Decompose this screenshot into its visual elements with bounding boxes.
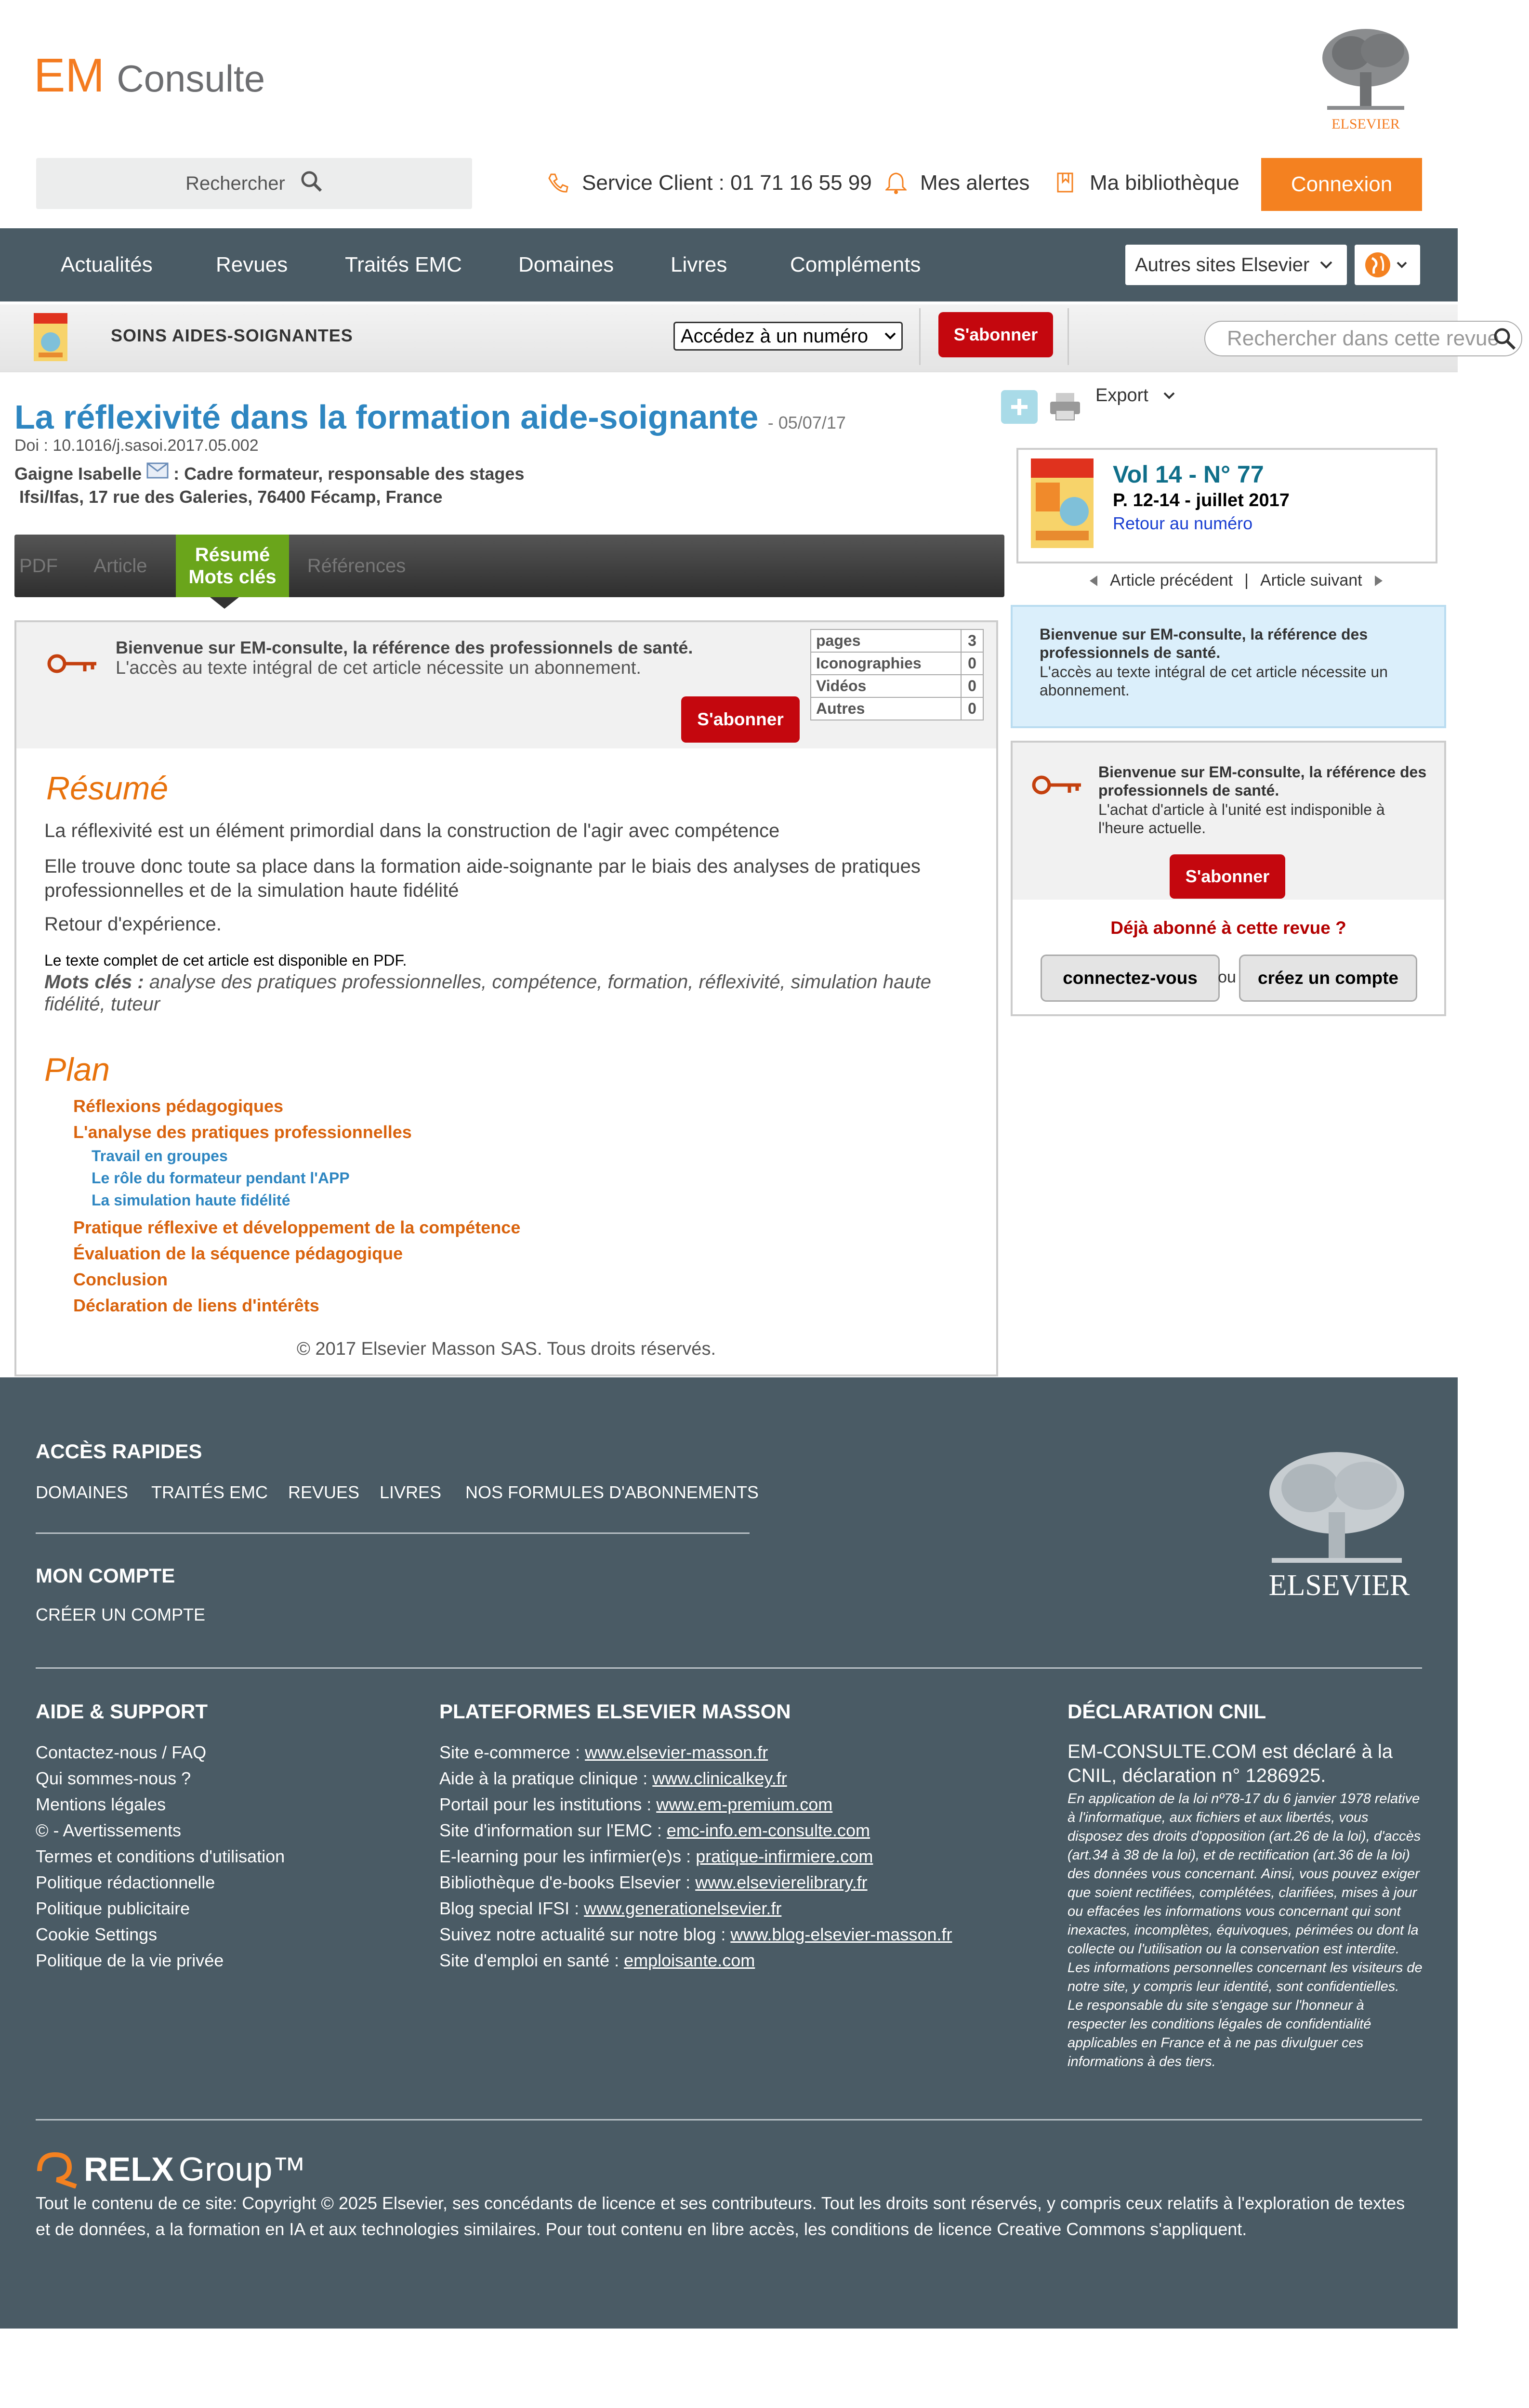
quick-access-heading: ACCÈS RAPIDES — [36, 1440, 202, 1463]
footer-divider — [36, 2119, 1422, 2120]
connect-button[interactable]: connectez-vous — [1041, 955, 1220, 1002]
elsevier-tree-icon — [1318, 24, 1414, 116]
article-date: - 05/07/17 — [767, 413, 846, 432]
footer-elsevier-wordmark: ELSEVIER — [1268, 1569, 1410, 1602]
author-name[interactable]: Gaigne Isabelle — [14, 464, 142, 484]
sidebar-subscribe-button[interactable]: S'abonner — [1170, 854, 1285, 899]
relx-group-wordmark: Group™ — [178, 2150, 306, 2188]
print-icon[interactable] — [1048, 391, 1082, 424]
email-icon[interactable] — [146, 462, 169, 479]
header-search-button[interactable] — [36, 158, 472, 209]
footer — [0, 1377, 1458, 2329]
stats-value: 0 — [961, 675, 983, 697]
tab-resume-mots-cles[interactable] — [176, 535, 289, 597]
issue-pages: P. 12-14 - juillet 2017 — [1113, 490, 1290, 510]
purchase-title: Bienvenue sur EM-consulte, la référence des professionnels de santé. — [1098, 763, 1427, 799]
platform-item — [439, 1846, 873, 1867]
elsevier-tree-icon — [1262, 1450, 1411, 1570]
purchase-text: L'achat d'article à l'unité est indisponible à l'heure actuelle. — [1098, 801, 1385, 837]
plus-icon — [1001, 390, 1038, 424]
footer-link-livres[interactable]: LIVRES — [380, 1482, 442, 1502]
service-client-text: Service Client : 01 71 16 55 99 — [582, 171, 872, 195]
article-copyright: © 2017 Elsevier Masson SAS. Tous droits réservés. — [296, 1339, 716, 1359]
article-doi[interactable]: Doi : 10.1016/j.sasoi.2017.05.002 — [14, 436, 259, 455]
keywords — [44, 971, 979, 1015]
relx-logo[interactable] — [36, 2150, 306, 2188]
platform-link[interactable]: emploisante.com — [624, 1950, 755, 1970]
stats-row — [811, 697, 983, 720]
nav-traites-emc[interactable]: Traités EMC — [345, 253, 462, 276]
resume-paragraph: Elle trouve donc toute sa place dans la formation aide-soignante par le biais des analyses de pratiques professionnelles et de la simulation haute fidélité — [44, 856, 921, 901]
plan-item[interactable]: L'analyse des pratiques professionnelles — [73, 1122, 412, 1142]
journal-search-input[interactable] — [1204, 321, 1522, 356]
footer-link-traites[interactable]: TRAITÉS EMC — [151, 1482, 268, 1502]
platform-item — [439, 1820, 870, 1841]
footer-link-revues[interactable]: REVUES — [288, 1482, 360, 1502]
platform-item — [439, 1768, 787, 1789]
chevron-down-icon — [1396, 261, 1408, 269]
platform-link[interactable]: www.clinicalkey.fr — [652, 1768, 787, 1788]
elsevier-wordmark: ELSEVIER — [1331, 116, 1400, 132]
platform-label: E-learning pour les infirmier(e)s : — [439, 1846, 696, 1866]
prev-article-link[interactable]: Article précédent — [1110, 571, 1233, 589]
search-icon[interactable] — [1492, 327, 1516, 353]
other-sites-select[interactable] — [1125, 245, 1347, 285]
article-title: La réflexivité dans la formation aide-soignante — [14, 398, 759, 436]
author-role: : Cadre formateur, responsable des stages — [173, 464, 525, 484]
journal-subscribe-button[interactable]: S'abonner — [938, 312, 1053, 357]
caret-left-icon — [1089, 575, 1098, 587]
account-heading: MON COMPTE — [36, 1564, 175, 1587]
platform-label: Bibliothèque d'e-books Elsevier : — [439, 1872, 696, 1892]
keywords-label: Mots clés : — [44, 971, 144, 993]
article-stats-table — [810, 629, 984, 720]
stats-label: Iconographies — [811, 652, 961, 675]
welcome-title: Bienvenue sur EM-consulte, la référence des professionnels de santé. — [116, 638, 693, 657]
help-link[interactable]: Contactez-nous / FAQ — [36, 1742, 207, 1762]
platform-item — [439, 1742, 768, 1763]
nav-revues[interactable]: Revues — [216, 253, 288, 276]
platform-link[interactable]: www.blog-elsevier-masson.fr — [730, 1924, 952, 1944]
platform-label: Blog special IFSI : — [439, 1898, 584, 1918]
create-account-button[interactable]: créez un compte — [1239, 955, 1417, 1002]
platform-link[interactable]: www.em-premium.com — [656, 1794, 833, 1814]
help-link[interactable]: Termes et conditions d'utilisation — [36, 1846, 285, 1866]
journal-cover-thumbnail[interactable] — [34, 313, 67, 361]
add-to-library-button[interactable] — [1001, 390, 1038, 424]
subscription-info-title: Bienvenue sur EM-consulte, la référence des professionnels de santé. — [1040, 626, 1368, 661]
article-subscribe-button[interactable]: S'abonner — [681, 696, 800, 743]
pagination-separator: | — [1244, 571, 1249, 589]
search-label: Rechercher — [185, 172, 285, 194]
footer-divider — [36, 1532, 750, 1534]
stats-value: 3 — [961, 629, 983, 652]
tab-pdf[interactable]: PDF — [19, 555, 58, 576]
active-tab-pointer — [210, 597, 239, 609]
bell-icon — [885, 171, 907, 195]
language-select[interactable] — [1355, 245, 1420, 285]
phone-icon — [547, 172, 568, 194]
relx-logo-icon — [36, 2150, 82, 2188]
platform-label: Portail pour les institutions : — [439, 1794, 657, 1814]
help-link[interactable]: © - Avertissements — [36, 1820, 181, 1840]
key-icon — [1031, 774, 1084, 801]
export-menu[interactable] — [1095, 385, 1175, 406]
footer-create-account-link[interactable]: CRÉER UN COMPTE — [36, 1605, 206, 1624]
export-label: Export — [1095, 385, 1148, 406]
platform-link[interactable]: www.generationelsevier.fr — [584, 1898, 782, 1918]
platform-label: Site d'information sur l'EMC : — [439, 1820, 667, 1840]
help-link[interactable]: Politique rédactionnelle — [36, 1872, 215, 1892]
already-subscribed-text: Déjà abonné à cette revue ? — [1110, 918, 1346, 938]
article-tabs — [14, 535, 1004, 597]
stats-row — [811, 675, 983, 697]
resume-paragraph: Retour d'expérience. — [44, 914, 222, 935]
journal-cover-icon — [34, 313, 67, 361]
platforms-heading: PLATEFORMES ELSEVIER MASSON — [439, 1700, 791, 1723]
plan-subitem[interactable]: Travail en groupes — [92, 1147, 228, 1165]
stats-row — [811, 629, 983, 652]
pdf-availability-note: Le texte complet de cet article est disponible en PDF. — [44, 952, 407, 969]
nav-livres[interactable]: Livres — [671, 253, 727, 276]
article-pagination — [1089, 571, 1384, 590]
caret-right-icon — [1374, 575, 1384, 587]
nav-complements[interactable]: Compléments — [790, 253, 921, 276]
footer-link-abonnements[interactable]: NOS FORMULES D'ABONNEMENTS — [465, 1482, 759, 1502]
plan-heading: Plan — [44, 1051, 110, 1088]
em-consulte-logo[interactable] — [34, 48, 265, 103]
plan-item[interactable]: Conclusion — [73, 1269, 168, 1289]
cnil-lead: EM-CONSULTE.COM est déclaré à la CNIL, déclaration n° 1286925. — [1068, 1741, 1393, 1786]
issue-volume[interactable]: Vol 14 - N° 77 — [1113, 461, 1264, 488]
tab-article[interactable]: Article — [93, 555, 147, 576]
article-title-row — [14, 398, 846, 436]
help-link[interactable]: Politique de la vie privée — [36, 1950, 224, 1970]
alerts-text: Mes alertes — [920, 171, 1030, 195]
platform-link[interactable]: pratique-infirmiere.com — [696, 1846, 873, 1866]
help-link[interactable]: Qui sommes-nous ? — [36, 1768, 191, 1788]
platform-item — [439, 1872, 868, 1893]
platform-label: Site d'emploi en santé : — [439, 1950, 624, 1970]
logo-em-text: EM — [34, 49, 105, 102]
platform-link[interactable]: www.elsevier-masson.fr — [585, 1742, 768, 1762]
or-text: ou — [1218, 968, 1236, 986]
library-link[interactable] — [1056, 164, 1239, 202]
welcome-text: L'accès au texte intégral de cet article nécessite un abonnement. — [116, 658, 641, 678]
search-icon — [300, 170, 323, 197]
keywords-list: analyse des pratiques professionnelles, compétence, formation, réflexivité, simulation haute fidélité, tuteur — [44, 971, 931, 1015]
stats-value: 0 — [961, 652, 983, 675]
issue-select[interactable] — [673, 322, 903, 351]
cnil-text — [1068, 1790, 1424, 2071]
resume-paragraph: La réflexivité est un élément primordial dans la construction de l'agir avec compétence — [44, 820, 780, 841]
help-link[interactable]: Mentions légales — [36, 1794, 166, 1814]
help-link[interactable]: Cookie Settings — [36, 1924, 158, 1944]
chevron-down-icon — [884, 332, 896, 340]
relx-wordmark: RELX — [84, 2150, 174, 2188]
service-client-link[interactable] — [547, 164, 872, 202]
article-authors — [14, 462, 524, 509]
stats-label: Autres — [811, 697, 961, 720]
help-link[interactable]: Politique publicitaire — [36, 1898, 190, 1918]
footer-legal-text: Tout le contenu de ce site: Copyright © 2025 Elsevier, ses concédants de licence et ses contributeurs. Tout les droits sont réservés, y compris ceux relatifs à l'exploration de textes et de données, a la formation en IA et aux technologies similaires. Pour tout contenu en libre accès, les conditions de licence Creative Commons s'appliquent. — [36, 2193, 1405, 2239]
author-affiliation: Ifsi/Ifas, 17 rue des Galeries, 76400 Fécamp, France — [19, 487, 443, 507]
elsevier-logo[interactable] — [1318, 24, 1414, 132]
plan-item[interactable]: Réflexions pédagogiques — [73, 1096, 284, 1116]
alerts-link[interactable] — [885, 164, 1029, 202]
tab-mots-cles-label: Mots clés — [188, 566, 277, 588]
plan-item[interactable]: Évaluation de la séquence pédagogique — [73, 1243, 403, 1263]
divider — [1068, 308, 1069, 365]
platform-link[interactable]: www.elsevierelibrary.fr — [695, 1872, 868, 1892]
library-text: Ma bibliothèque — [1090, 171, 1239, 195]
stats-row — [811, 652, 983, 675]
tab-resume-label: Résumé — [195, 544, 270, 565]
login-button[interactable]: Connexion — [1261, 158, 1422, 211]
footer-link-domaines[interactable]: DOMAINES — [36, 1482, 129, 1502]
platform-item — [439, 1898, 781, 1919]
journal-title[interactable]: SOINS AIDES-SOIGNANTES — [111, 326, 353, 345]
cnil-paragraph: Le responsable du site s'engage sur l'honneur à respecter les conditions légales de confidentialité applicables en France et à ne pas divulguer ces informations à des tiers. — [1068, 1998, 1371, 2069]
resume-heading: Résumé — [46, 770, 169, 807]
chevron-down-icon — [1163, 392, 1175, 400]
cnil-paragraph: En application de la loi nº78-17 du 6 janvier 1978 relative à l'informatique, aux fichiers et aux libertés, vous disposez des droits d'opposition (art.26 de la loi), d'accès (art.34 à 38 de la loi), et de rectification (art.36 de la loi) des données vous concernant. Ainsi, vous pouvez exiger que soient rectifiées, complétées, clarifiées, mises à jour ou effacées les informations vous concernant qui sont inexactes, incomplètes, équivoques, périmées ou dont la collecte ou l'utilisation ou la conservation est interdite. — [1068, 1791, 1421, 1957]
tab-references[interactable]: Références — [307, 555, 406, 576]
platform-item — [439, 1924, 952, 1945]
chevron-down-icon — [1319, 260, 1333, 270]
platform-label: Site e-commerce : — [439, 1742, 585, 1762]
back-to-issue-link[interactable]: Retour au numéro — [1113, 513, 1253, 533]
platform-label: Aide à la pratique clinique : — [439, 1768, 653, 1788]
platform-item — [439, 1794, 832, 1815]
stats-value: 0 — [961, 697, 983, 720]
nav-domaines[interactable]: Domaines — [518, 253, 614, 276]
main-nav — [0, 228, 1458, 301]
next-article-link[interactable]: Article suivant — [1260, 571, 1362, 589]
plan-subitem[interactable]: La simulation haute fidélité — [92, 1191, 290, 1209]
nav-actualites[interactable]: Actualités — [61, 253, 153, 276]
plan-item[interactable]: Pratique réflexive et développement de la compétence — [73, 1217, 521, 1237]
bookmark-book-icon — [1056, 171, 1076, 195]
help-heading: AIDE & SUPPORT — [36, 1700, 208, 1723]
platform-item — [439, 1950, 755, 1971]
cnil-paragraph: Les informations personnelles concernant les visiteurs de notre site, y compris leur identité, sont confidentielles. — [1068, 1960, 1423, 1994]
globe-icon — [1364, 251, 1391, 278]
subscription-info-text: L'accès au texte intégral de cet article nécessite un abonnement. — [1040, 663, 1388, 699]
journal-search-placeholder: Rechercher dans cette revue — [1227, 327, 1499, 350]
cnil-heading: DÉCLARATION CNIL — [1068, 1700, 1266, 1723]
footer-elsevier-logo[interactable] — [1262, 1450, 1416, 1603]
stats-label: Vidéos — [811, 675, 961, 697]
other-sites-label: Autres sites Elsevier — [1135, 254, 1310, 275]
plan-item[interactable]: Déclaration de liens d'intérêts — [73, 1296, 319, 1315]
platform-label: Suivez notre actualité sur notre blog : — [439, 1924, 731, 1944]
plan-subitem[interactable]: Le rôle du formateur pendant l'APP — [92, 1169, 350, 1187]
logo-consulte-text: Consulte — [117, 57, 265, 100]
footer-divider — [36, 1667, 1422, 1669]
divider — [919, 308, 921, 365]
platform-link[interactable]: emc-info.em-consulte.com — [666, 1820, 870, 1840]
key-icon — [46, 653, 99, 680]
stats-label: pages — [811, 629, 961, 652]
issue-select-label: Accédez à un numéro — [681, 325, 869, 347]
journal-cover-image[interactable] — [1031, 458, 1094, 550]
journal-cover-icon — [1031, 458, 1094, 548]
